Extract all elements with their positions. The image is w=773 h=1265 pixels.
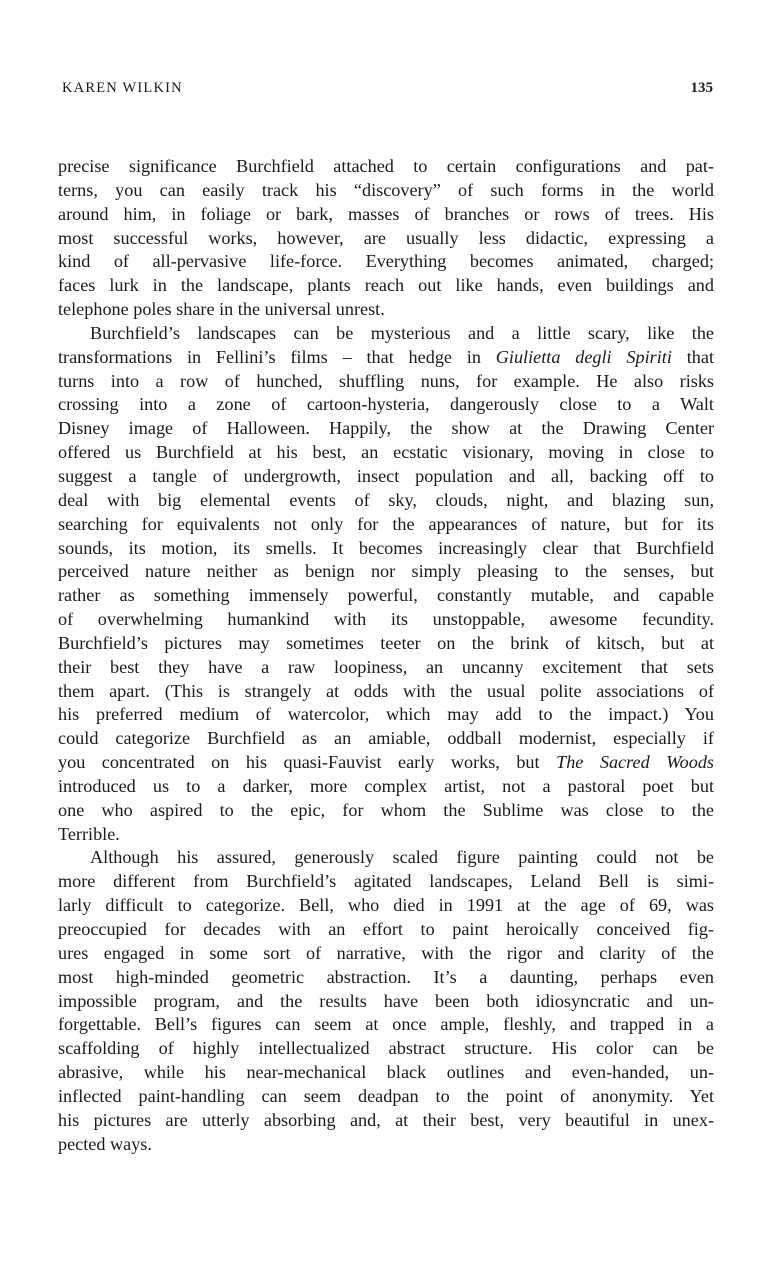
text-line: around him, in foliage or bark, masses of branches or rows of trees. His — [58, 203, 714, 224]
text-line: pected ways. — [58, 1133, 152, 1154]
text-line: Although his assured, generously scaled figure painting could not be — [90, 847, 714, 868]
text-line: their best they have a raw loopiness, an uncanny excitement that sets — [58, 656, 714, 677]
text-segment: that — [671, 346, 714, 367]
text-line: kind of all-pervasive life-force. Everything becomes animated, charged; — [58, 251, 714, 272]
text-line: turns into a row of hunched, shuffling nuns, for example. He also risks — [58, 370, 714, 391]
text-line: impossible program, and the results have been both idiosyncratic and un- — [58, 990, 714, 1011]
text-line: Burchfield’s pictures may sometimes teeter on the brink of kitsch, but at — [58, 632, 714, 653]
text-line: his pictures are utterly absorbing and, at their best, very beautiful in unex- — [58, 1109, 714, 1130]
text-line: Terrible. — [58, 823, 120, 844]
text-line: preoccupied for decades with an effort to paint heroically conceived fig- — [58, 919, 714, 939]
running-head-author: KAREN WILKIN — [62, 80, 183, 96]
text-line: crossing into a zone of cartoon-hysteria, dangerously close to a Walt — [58, 394, 714, 415]
text-line: searching for equivalents not only for the appearances of nature, but for its — [58, 513, 714, 534]
text-line: abrasive, while his near-mechanical black outlines and even-handed, un- — [58, 1062, 714, 1083]
text-line: deal with big elemental events of sky, clouds, night, and blazing sun, — [58, 489, 714, 510]
text-line: them apart. (This is strangely at odds with the usual polite associations of — [58, 680, 714, 701]
text-line: sounds, its motion, its smells. It becomes increasingly clear that Burchfield — [58, 537, 714, 558]
text-line: faces lurk in the landscape, plants reach out like hands, even buildings and — [58, 275, 714, 296]
text-line — [58, 751, 714, 775]
text-line: terns, you can easily track his “discovery” of such forms in the world — [58, 179, 714, 200]
running-head — [62, 80, 713, 102]
text-line: suggest a tangle of undergrowth, insect population and all, backing off to — [58, 465, 714, 486]
text-line: inflected paint-handling can seem deadpan to the point of anonymity. Yet — [58, 1085, 714, 1106]
text-line: Disney image of Halloween. Happily, the show at the Drawing Center — [58, 418, 714, 439]
text-line: could categorize Burchfield as an amiable, oddball modernist, especially if — [58, 728, 714, 749]
text-line: forgettable. Bell’s figures can seem at once ample, fleshly, and trapped in a — [58, 1014, 714, 1035]
text-line: scaffolding of highly intellectualized abstract structure. His color can be — [58, 1038, 714, 1059]
text-line: most successful works, however, are usually less didactic, expressing a — [58, 227, 714, 248]
text-line: ures engaged in some sort of narrative, with the rigor and clarity of the — [58, 942, 714, 963]
page-number: 135 — [690, 80, 713, 96]
text-line: most high-minded geometric abstraction. It’s a daunting, perhaps even — [58, 966, 714, 987]
text-line: larly difficult to categorize. Bell, who died in 1991 at the age of 69, was — [58, 895, 714, 916]
text-line: Burchfield’s landscapes can be mysterious and a little scary, like the — [90, 322, 714, 343]
text-line: of overwhelming humankind with its unstoppable, awesome fecundity. — [58, 609, 714, 630]
body-text — [58, 155, 714, 1156]
italic-title: Giulietta degli Spiriti — [495, 346, 672, 367]
text-line: more different from Burchfield’s agitated landscapes, Leland Bell is simi- — [58, 871, 714, 892]
text-line: one who aspired to the epic, for whom the Sublime was close to the — [58, 799, 714, 820]
text-line: precise significance Burchfield attached to certain configurations and pat- — [58, 156, 714, 176]
text-segment: you concentrated on his quasi-Fauvist early works, but — [58, 752, 557, 773]
text-line — [58, 346, 714, 370]
text-line: offered us Burchfield at his best, an ecstatic visionary, moving in close to — [58, 442, 714, 463]
text-line: introduced us to a darker, more complex artist, not a pastoral poet but — [58, 775, 714, 796]
italic-title: The Sacred Woods — [556, 752, 714, 773]
text-line: telephone poles share in the universal unrest. — [58, 299, 385, 320]
text-line: his preferred medium of watercolor, which may add to the impact.) You — [58, 704, 714, 725]
text-line: perceived nature neither as benign nor simply pleasing to the senses, but — [58, 561, 714, 582]
text-segment: transformations in Fellini’s films – that hedge in — [58, 346, 496, 367]
text-line: rather as something immensely powerful, constantly mutable, and capable — [58, 585, 714, 606]
